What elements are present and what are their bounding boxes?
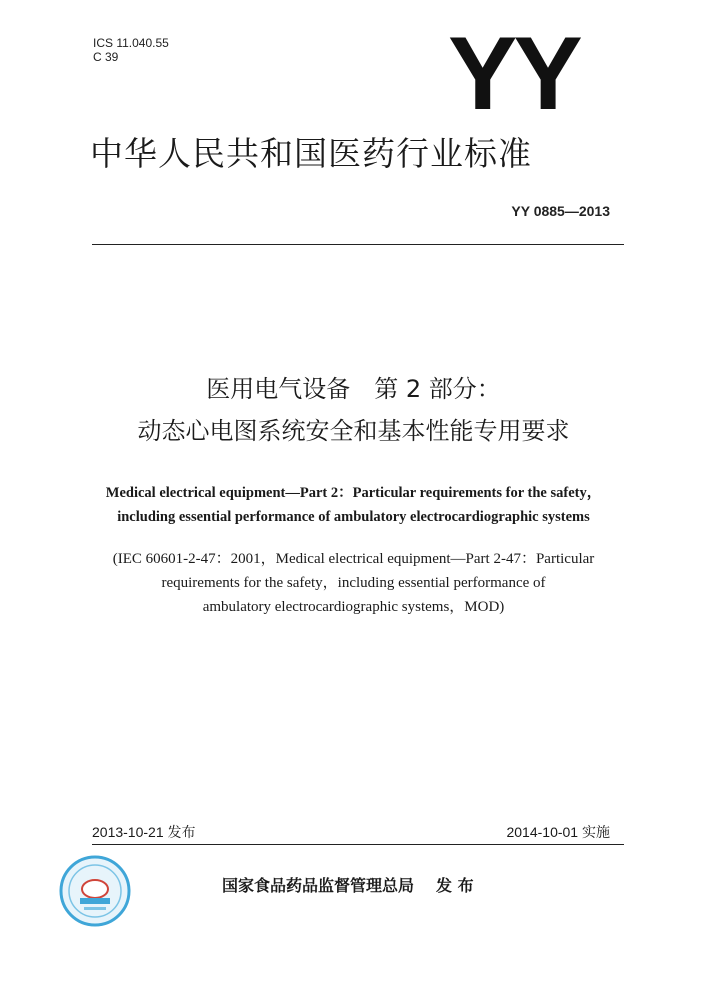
publisher [222, 873, 496, 896]
standard-category-title: 中华人民共和国医药行业标准 [90, 134, 532, 173]
iec-reference-line-3: ambulatory electrocardiographic systems，MOD) [202, 599, 505, 615]
yy-standard-mark: YY [448, 16, 579, 132]
english-title-line-1: Medical electrical equipment—Part 2：Particular requirements for the safety， [105, 485, 602, 501]
chinese-title-line-2: 动态心电图系统安全和基本性能专用要求 [137, 417, 570, 445]
classification-codes [93, 36, 169, 64]
iec-reference-line-1: (IEC 60601-2-47：2001，Medical electrical equipment—Part 2-47：Particular [112, 551, 595, 567]
chinese-title [40, 368, 667, 452]
implementation-date: 2014-10-01 实施 [506, 824, 610, 840]
chinese-title-line-1: 医用电气设备 第 2 部分： [206, 375, 501, 403]
ccs-code: C 39 [93, 50, 119, 64]
ics-code: ICS 11.040.55 [93, 36, 169, 50]
issue-date: 2013-10-21 发布 [92, 824, 196, 840]
iec-reference [40, 547, 667, 619]
english-title [40, 481, 667, 529]
footer-divider [92, 844, 624, 845]
header-divider [92, 244, 624, 245]
standard-number: YY 0885—2013 [511, 203, 610, 219]
publish-label: 发 布 [436, 876, 474, 895]
iec-reference-line-2: requirements for the safety，including essential performance of [161, 575, 546, 591]
publisher-name: 国家食品药品监督管理总局 [222, 876, 415, 895]
seal-stamp-icon [58, 854, 132, 928]
english-title-line-2: including essential performance of ambulatory electrocardiographic systems [117, 509, 590, 525]
